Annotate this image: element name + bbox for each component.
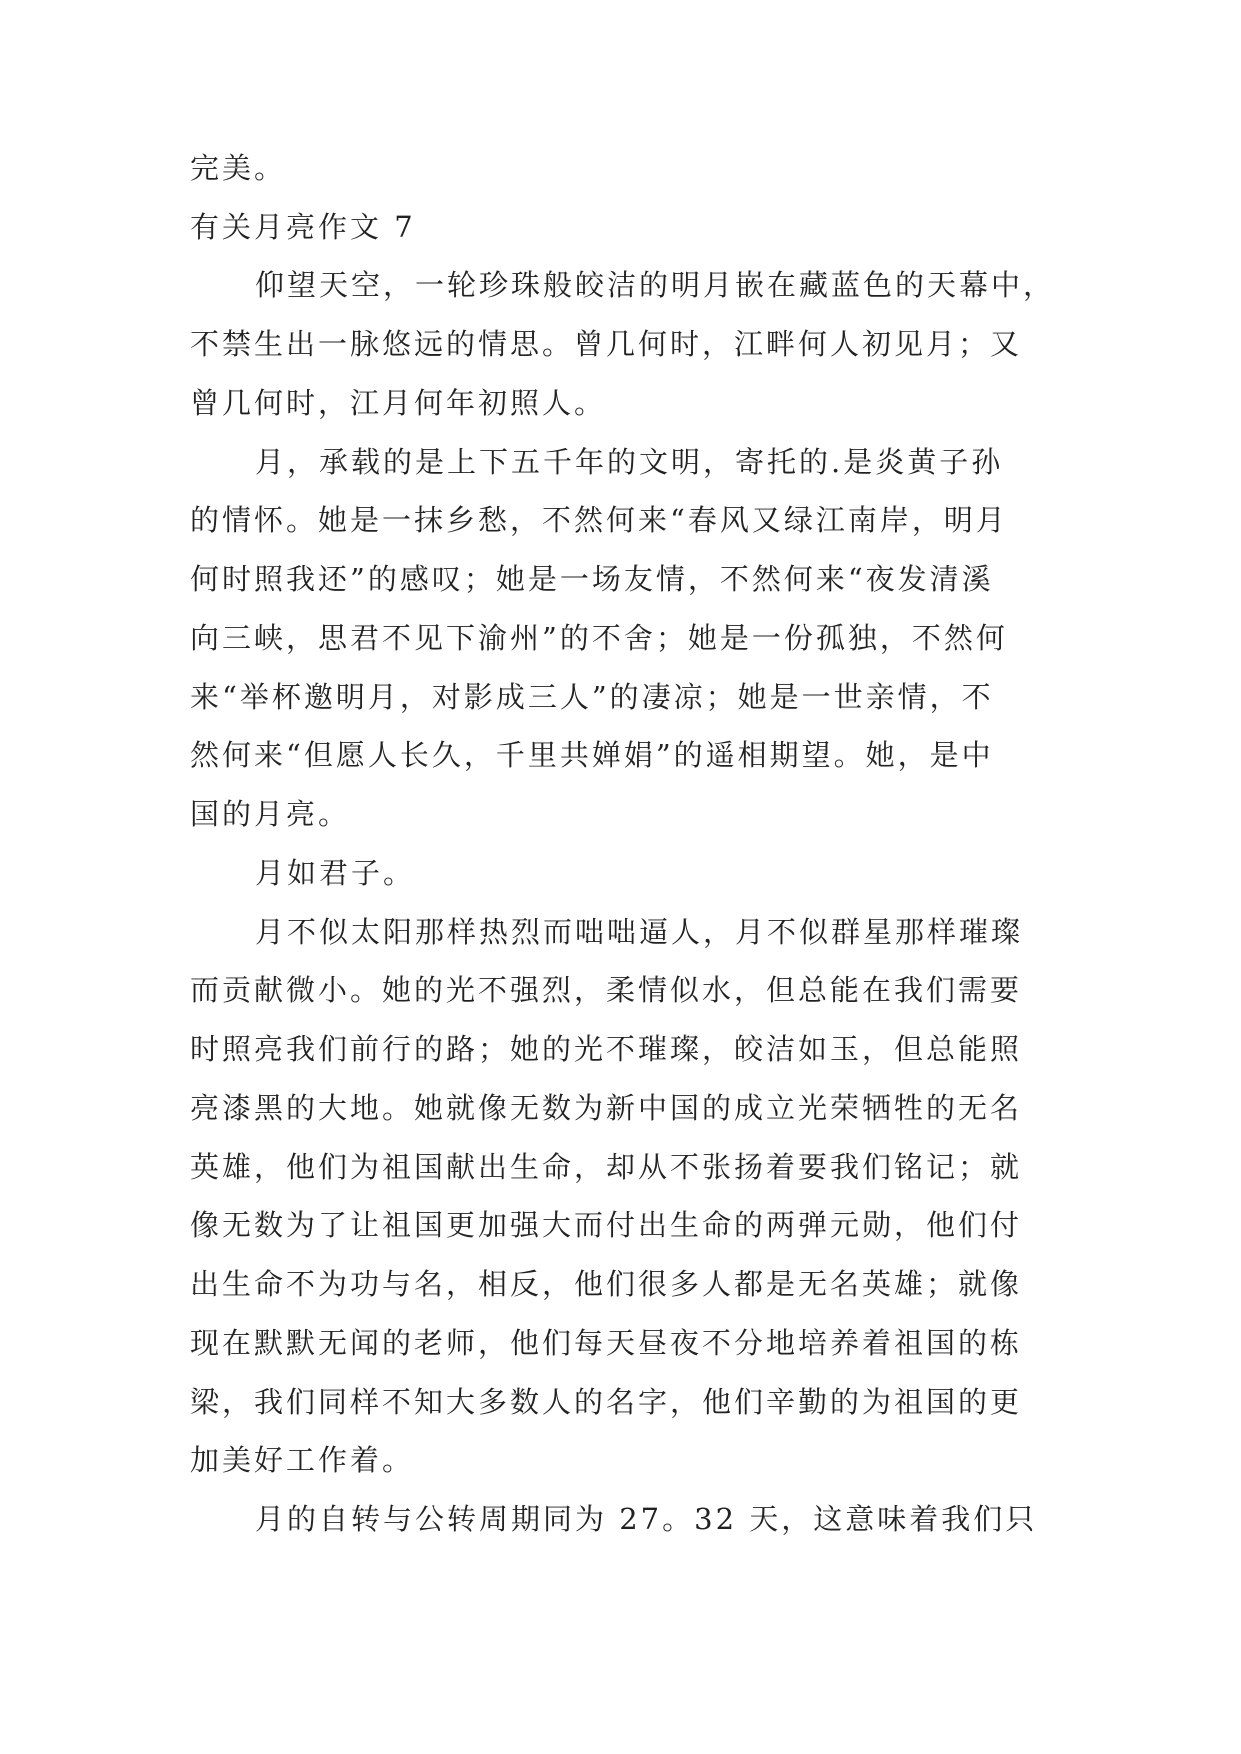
text-line: 现在默默无闻的老师，他们每天昼夜不分地培养着祖国的栋 [190, 1326, 1023, 1360]
text-line: 月，承载的是上下五千年的文明，寄托的.是炎黄子孙 [255, 445, 1004, 479]
text-line: 完美。 [190, 151, 287, 185]
text-line: 不禁生出一脉悠远的情思。曾几何时，江畔何人初见月；又 [190, 327, 1023, 361]
text-line: 的情怀。她是一抹乡愁，不然何来“春风又绿江南岸，明月 [190, 503, 1008, 537]
text-line: 而贡献微小。她的光不强烈，柔情似水，但总能在我们需要 [190, 973, 1023, 1007]
text-line: 向三峡，思君不见下渝州”的不舍；她是一份孤独，不然何 [190, 621, 1008, 655]
text-line: 仰望天空，一轮珍珠般皎洁的明月嵌在藏蓝色的天幕中， [255, 268, 1056, 302]
text-line: 月不似太阳那样热烈而咄咄逼人，月不似群星那样璀璨 [255, 915, 1024, 949]
text-line: 亮漆黑的大地。她就像无数为新中国的成立光荣牺牲的无名 [190, 1091, 1023, 1125]
text-line: 国的月亮。 [190, 797, 351, 831]
text-line: 何时照我还”的感叹；她是一场友情，不然何来“夜发清溪 [190, 562, 994, 596]
text-line: 英雄，他们为祖国献出生命，却从不张扬着要我们铭记；就 [190, 1150, 1023, 1184]
text-line: 像无数为了让祖国更加强大而付出生命的两弹元勋，他们付 [190, 1208, 1023, 1242]
text-line: 出生命不为功与名，相反，他们很多人都是无名英雄；就像 [190, 1267, 1023, 1301]
text-line: 时照亮我们前行的路；她的光不璀璨，皎洁如玉，但总能照 [190, 1032, 1023, 1066]
text-line: 月如君子。 [255, 856, 416, 890]
text-line: 加美好工作着。 [190, 1443, 415, 1477]
text-line: 来“举杯邀明月，对影成三人”的凄凉；她是一世亲情，不 [190, 680, 994, 714]
text-line: 月的自转与公转周期同为 27。32 天，这意味着我们只 [255, 1502, 1038, 1536]
text-line: 曾几何时，江月何年初照人。 [190, 386, 607, 420]
text-line: 梁，我们同样不知大多数人的名字，他们辛勤的为祖国的更 [190, 1385, 1023, 1419]
text-line: 然何来“但愿人长久，千里共婵娟”的遥相期望。她，是中 [190, 738, 994, 772]
essay-heading: 有关月亮作文 7 [190, 210, 416, 244]
